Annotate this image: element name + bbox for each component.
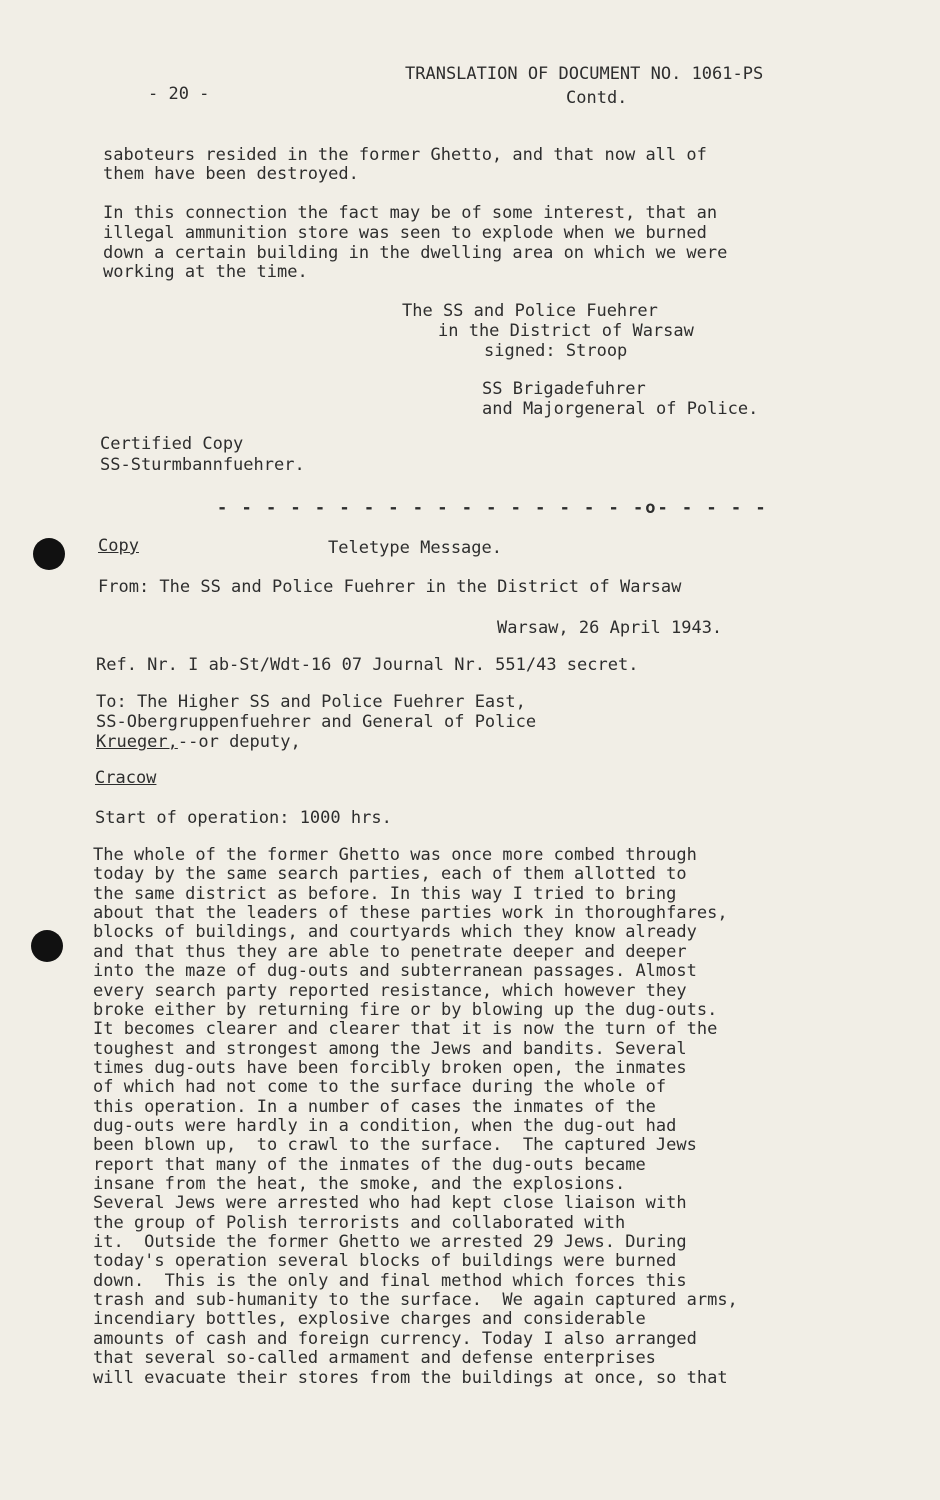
body-line: will evacuate their stores from the buildings at once, so that (93, 1367, 728, 1388)
punch-hole-bottom (31, 930, 63, 962)
signature-line: signed: Stroop (484, 341, 628, 361)
text-line: them have been destroyed. (103, 164, 359, 184)
page-number: - 20 - (148, 84, 210, 104)
copy-label: Copy (98, 536, 139, 556)
signature-line: and Majorgeneral of Police. (482, 399, 759, 419)
text-line: down a certain building in the dwelling area on which we were (103, 243, 728, 263)
text-line: saboteurs resided in the former Ghetto, and that now all of (103, 145, 707, 165)
addressee-line (96, 733, 301, 752)
addressee-line: SS-Obergruppenfuehrer and General of Police (96, 712, 537, 732)
date-line: Warsaw, 26 April 1943. (497, 618, 723, 638)
body-line: of which had not come to the surface during the whole of (93, 1077, 667, 1098)
body-line: been blown up, to crawl to the surface. The captured Jews (93, 1135, 697, 1156)
start-line: Start of operation: 1000 hrs. (95, 808, 392, 828)
certified-line: SS-Sturmbannfuehrer. (100, 455, 305, 475)
addressee-deputy: --or deputy, (177, 732, 301, 752)
document-title: TRANSLATION OF DOCUMENT NO. 1061-PS (405, 64, 764, 84)
section-separator: - - - - - - - - - - - - - - - - - -o- - - - - (217, 498, 768, 518)
body-line: into the maze of dug-outs and subterranean passages. Almost (93, 961, 697, 982)
punch-hole-top (33, 538, 65, 570)
text-line: illegal ammunition store was seen to explode when we burned (103, 223, 707, 243)
contd-label: Contd. (566, 88, 628, 108)
body-line: The whole of the former Ghetto was once more combed through (93, 845, 697, 865)
text-line: working at the time. (103, 262, 308, 282)
body-line: times dug-outs have been forcibly broken open, the inmates (93, 1057, 687, 1078)
body-line: the group of Polish terrorists and collaborated with (93, 1212, 626, 1233)
addressee-line: To: The Higher SS and Police Fuehrer East, (96, 692, 526, 712)
city-heading: Cracow (95, 768, 157, 788)
body-line: toughest and strongest among the Jews and bandits. Several (93, 1038, 687, 1059)
body-line: blocks of buildings, and courtyards which they know already (93, 922, 697, 943)
text-line: In this connection the fact may be of some interest, that an (103, 203, 718, 223)
body-line: about that the leaders of these parties work in thoroughfares, (93, 903, 728, 923)
body-line: the same district as before. In this way I tried to bring (93, 883, 677, 904)
body-line: dug-outs were hardly in a condition, when the dug-out had (93, 1115, 677, 1136)
signature-line: The SS and Police Fuehrer (402, 301, 658, 321)
body-line: amounts of cash and foreign currency. Today I also arranged (93, 1328, 697, 1349)
signature-line: in the District of Warsaw (438, 321, 694, 341)
body-line: every search party reported resistance, which however they (93, 980, 687, 1001)
body-line: and that thus they are able to penetrate deeper and deeper (93, 941, 687, 962)
body-line: this operation. In a number of cases the inmates of the (93, 1096, 656, 1117)
body-line: incendiary bottles, explosive charges and considerable (93, 1309, 646, 1330)
body-line: that several so-called armament and defense enterprises (93, 1348, 656, 1369)
body-line: down. This is the only and final method which forces this (93, 1270, 687, 1291)
body-line: today by the same search parties, each of them allotted to (93, 864, 687, 885)
body-line: report that many of the inmates of the dug-outs became (93, 1154, 646, 1175)
addressee-name: Krueger, (96, 732, 178, 752)
body-line: trash and sub-humanity to the surface. We again captured arms, (93, 1290, 738, 1310)
body-line: broke either by returning fire or by blowing up the dug-outs. (93, 999, 718, 1020)
body-line: today's operation several blocks of buildings were burned (93, 1251, 677, 1272)
from-line: From: The SS and Police Fuehrer in the District of Warsaw (98, 577, 682, 597)
body-line: it. Outside the former Ghetto we arrested 29 Jews. During (93, 1232, 687, 1252)
body-line: Several Jews were arrested who had kept close liaison with (93, 1193, 687, 1214)
signature-line: SS Brigadefuhrer (482, 379, 646, 399)
teletype-title: Teletype Message. (328, 538, 502, 558)
reference-line: Ref. Nr. I ab-St/Wdt-16 07 Journal Nr. 551/43 secret. (96, 655, 639, 675)
certified-line: Certified Copy (100, 434, 244, 454)
body-line: It becomes clearer and clearer that it is now the turn of the (93, 1019, 718, 1040)
body-line: insane from the heat, the smoke, and the explosions. (93, 1174, 626, 1194)
